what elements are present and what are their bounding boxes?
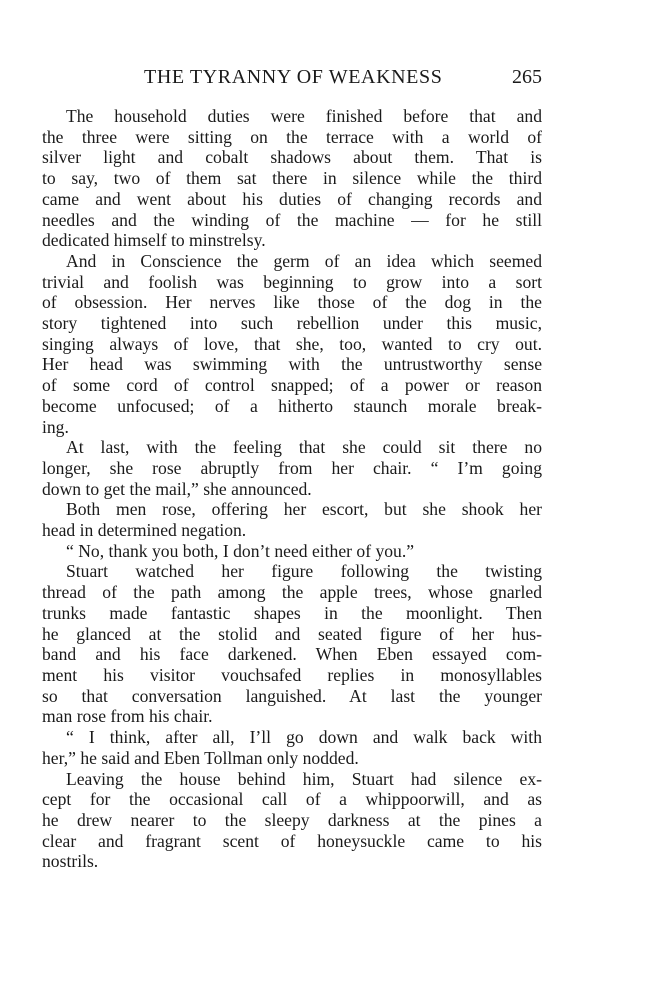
text-line: man rose from his chair. [42, 706, 213, 727]
text-line: nostrils. [42, 851, 99, 872]
text-line: so that conversation languished. At last the younger [42, 685, 542, 706]
text-line: down to get the mail,” she announced. [42, 478, 312, 499]
text-line: “ No, thank you both, I don’t need either of you.” [66, 540, 415, 561]
book-page [42, 66, 542, 872]
text-line: The household duties were finished before that and [66, 106, 542, 126]
text-line: dedicated himself to minstrelsy. [42, 230, 266, 251]
text-line: band and his face darkened. When Eben essayed com- [42, 644, 542, 665]
text-line: longer, she rose abruptly from her chair. “ I’m going [42, 457, 542, 478]
text-line: thread of the path among the apple trees, whose gnarled [42, 582, 542, 603]
text-line: of obsession. Her nerves like those of the dog in the [42, 292, 542, 313]
text-line: ing. [42, 416, 69, 437]
text-line: cept for the occasional call of a whippoorwill, and as [42, 789, 542, 810]
text-line: And in Conscience the germ of an idea which seemed [66, 250, 542, 271]
text-line: silver light and cobalt shadows about them. That is [42, 147, 542, 168]
text-line: story tightened into such rebellion under this music, [42, 313, 542, 334]
text-line: the three were sitting on the terrace with a world of [42, 126, 542, 147]
text-line: came and went about his duties of changing records and [42, 188, 542, 209]
body-text [42, 106, 542, 872]
running-head [42, 66, 542, 92]
paragraph [42, 769, 542, 873]
paragraph [42, 106, 542, 251]
text-line: Both men rose, offering her escort, but she shook her [66, 499, 542, 520]
text-line: “ I think, after all, I’ll go down and walk back with [66, 727, 542, 748]
paragraph [42, 437, 542, 499]
text-line: he glanced at the stolid and seated figure of her hus- [42, 623, 542, 644]
text-line: become unfocused; of a hitherto staunch morale break- [42, 395, 542, 416]
paragraph [42, 541, 542, 562]
text-line: Leaving the house behind him, Stuart had silence ex- [66, 768, 542, 789]
text-line: he drew nearer to the sleepy darkness at the pines a [42, 809, 542, 830]
paragraph [42, 561, 542, 727]
text-line: singing always of love, that she, too, wanted to cry out. [42, 333, 542, 354]
text-line: Her head was swimming with the untrustworthy sense [42, 354, 542, 375]
text-line: head in determined negation. [42, 520, 247, 541]
text-line: Stuart watched her figure following the twisting [66, 561, 542, 582]
page-number: 265 [512, 66, 542, 88]
text-line: her,” he said and Eben Tollman only nodded. [42, 747, 359, 768]
running-title: THE TYRANNY OF WEAKNESS [144, 66, 443, 88]
text-line: ment his visitor vouchsafed replies in monosyllables [42, 664, 542, 685]
text-line: trunks made fantastic shapes in the moonlight. Then [42, 602, 542, 623]
text-line: trivial and foolish was beginning to grow into a sort [42, 271, 542, 292]
paragraph [42, 727, 542, 768]
paragraph [42, 251, 542, 437]
text-line: needles and the winding of the machine — for he still [42, 209, 542, 230]
text-line: At last, with the feeling that she could sit there no [66, 437, 542, 458]
text-line: clear and fragrant scent of honeysuckle came to his [42, 830, 542, 851]
text-line: of some cord of control snapped; of a power or reason [42, 375, 542, 396]
paragraph [42, 499, 542, 540]
text-line: to say, two of them sat there in silence while the third [42, 168, 542, 189]
